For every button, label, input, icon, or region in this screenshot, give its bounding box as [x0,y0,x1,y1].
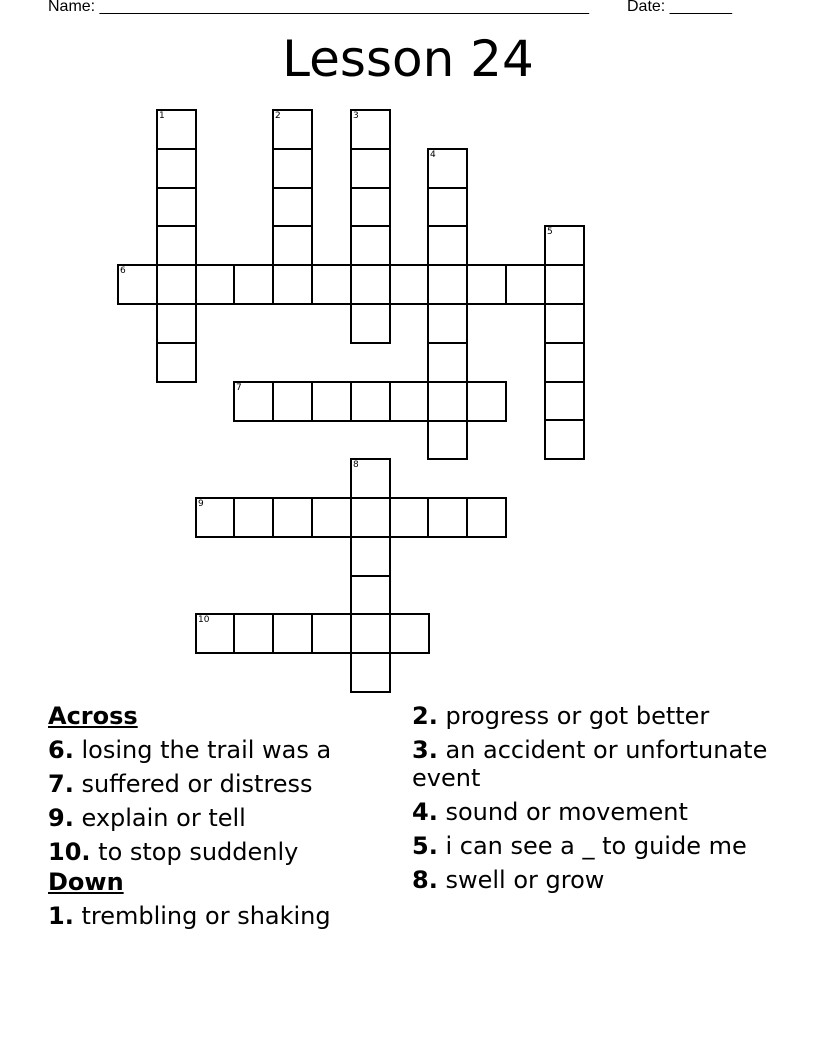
crossword-cell[interactable] [350,575,391,616]
crossword-cell[interactable] [156,109,197,150]
clue-text: progress or got better [445,702,710,730]
crossword-cell[interactable] [272,148,313,189]
crossword-cell[interactable] [272,109,313,150]
date-field-label: Date: _______ [627,0,732,15]
crossword-cell[interactable] [156,148,197,189]
crossword-cell[interactable] [233,264,274,305]
crossword-cell[interactable] [427,303,468,344]
crossword-cell[interactable] [311,613,352,654]
clue-down-4 [412,798,772,826]
crossword-cell[interactable] [195,264,236,305]
crossword-cell[interactable] [156,187,197,228]
clue-down-2 [412,702,772,730]
crossword-cell[interactable] [233,381,274,422]
crossword-cell[interactable] [389,497,430,538]
clue-number: 8. [412,866,438,894]
across-heading: Across [48,702,138,730]
clue-down-5 [412,832,772,860]
clue-number: 2. [412,702,438,730]
crossword-cell[interactable] [389,264,430,305]
clue-number: 10. [48,838,91,866]
crossword-cell[interactable] [544,381,585,422]
crossword-cell[interactable] [350,109,391,150]
crossword-cell[interactable] [311,497,352,538]
clue-number: 3. [412,736,438,764]
across-clue-list [48,736,408,866]
crossword-cell[interactable] [544,225,585,266]
cell-number: 5 [547,227,553,237]
crossword-cell[interactable] [195,497,236,538]
crossword-cell[interactable] [466,497,507,538]
crossword-cell[interactable] [427,225,468,266]
clues-right-column [412,700,772,894]
crossword-cell[interactable] [350,148,391,189]
crossword-cell[interactable] [350,381,391,422]
crossword-cell[interactable] [427,264,468,305]
clue-number: 7. [48,770,74,798]
cell-number: 10 [198,615,210,625]
crossword-cell[interactable] [350,187,391,228]
crossword-cell[interactable] [466,381,507,422]
crossword-cell[interactable] [350,303,391,344]
clue-number: 6. [48,736,74,764]
crossword-cell[interactable] [350,225,391,266]
crossword-cell[interactable] [350,458,391,499]
cell-number: 4 [430,150,436,160]
crossword-cell[interactable] [195,613,236,654]
clue-text: losing the trail was a [81,736,332,764]
crossword-cell[interactable] [156,264,197,305]
cell-number: 6 [120,266,126,276]
cell-number: 2 [275,111,281,121]
down-heading: Down [48,868,124,896]
clue-text: swell or grow [445,866,605,894]
clue-text: suffered or distress [81,770,313,798]
clue-number: 5. [412,832,438,860]
crossword-cell[interactable] [350,652,391,693]
cell-number: 3 [353,111,359,121]
crossword-cell[interactable] [233,497,274,538]
crossword-cell[interactable] [427,497,468,538]
crossword-cell[interactable] [156,342,197,383]
clue-down-3 [412,736,772,792]
crossword-cell[interactable] [272,497,313,538]
clue-across-10 [48,838,408,866]
crossword-cell[interactable] [544,342,585,383]
crossword-cell[interactable] [272,264,313,305]
crossword-cell[interactable] [272,613,313,654]
crossword-cell[interactable] [117,264,158,305]
cell-number: 7 [236,383,242,393]
crossword-cell[interactable] [544,303,585,344]
crossword-cell[interactable] [427,381,468,422]
cell-number: 9 [198,499,204,509]
crossword-cell[interactable] [427,187,468,228]
clue-across-7 [48,770,408,798]
clue-number: 4. [412,798,438,826]
crossword-cell[interactable] [389,613,430,654]
crossword-cell[interactable] [427,148,468,189]
crossword-cell[interactable] [350,536,391,577]
crossword-cell[interactable] [233,613,274,654]
clues-left-column [48,700,408,930]
clue-text: trembling or shaking [81,902,331,930]
crossword-cell[interactable] [544,264,585,305]
crossword-cell[interactable] [505,264,546,305]
crossword-cell[interactable] [311,381,352,422]
crossword-cell[interactable] [272,225,313,266]
cell-number: 1 [159,111,165,121]
clue-number: 1. [48,902,74,930]
clue-text: an accident or unfortunate event [412,736,768,792]
clue-text: i can see a _ to guide me [445,832,747,860]
crossword-cell[interactable] [156,225,197,266]
clue-text: to stop suddenly [98,838,299,866]
crossword-cell[interactable] [427,419,468,460]
page-title: Lesson 24 [282,30,534,88]
crossword-cell[interactable] [544,419,585,460]
clue-across-9 [48,804,408,832]
name-field-label: Name: _______________________________________________________ [48,0,589,15]
crossword-cell[interactable] [156,303,197,344]
clue-down-8 [412,866,772,894]
crossword-cell[interactable] [350,497,391,538]
crossword-cell[interactable] [350,613,391,654]
crossword-cell[interactable] [272,187,313,228]
crossword-cell[interactable] [427,342,468,383]
crossword-cell[interactable] [389,381,430,422]
cell-number: 8 [353,460,359,470]
crossword-cell[interactable] [311,264,352,305]
crossword-cell[interactable] [350,264,391,305]
crossword-cell[interactable] [272,381,313,422]
crossword-cell[interactable] [466,264,507,305]
clue-text: sound or movement [445,798,688,826]
clue-across-6 [48,736,408,764]
clue-text: explain or tell [81,804,246,832]
clue-down-1 [48,902,408,930]
clue-number: 9. [48,804,74,832]
